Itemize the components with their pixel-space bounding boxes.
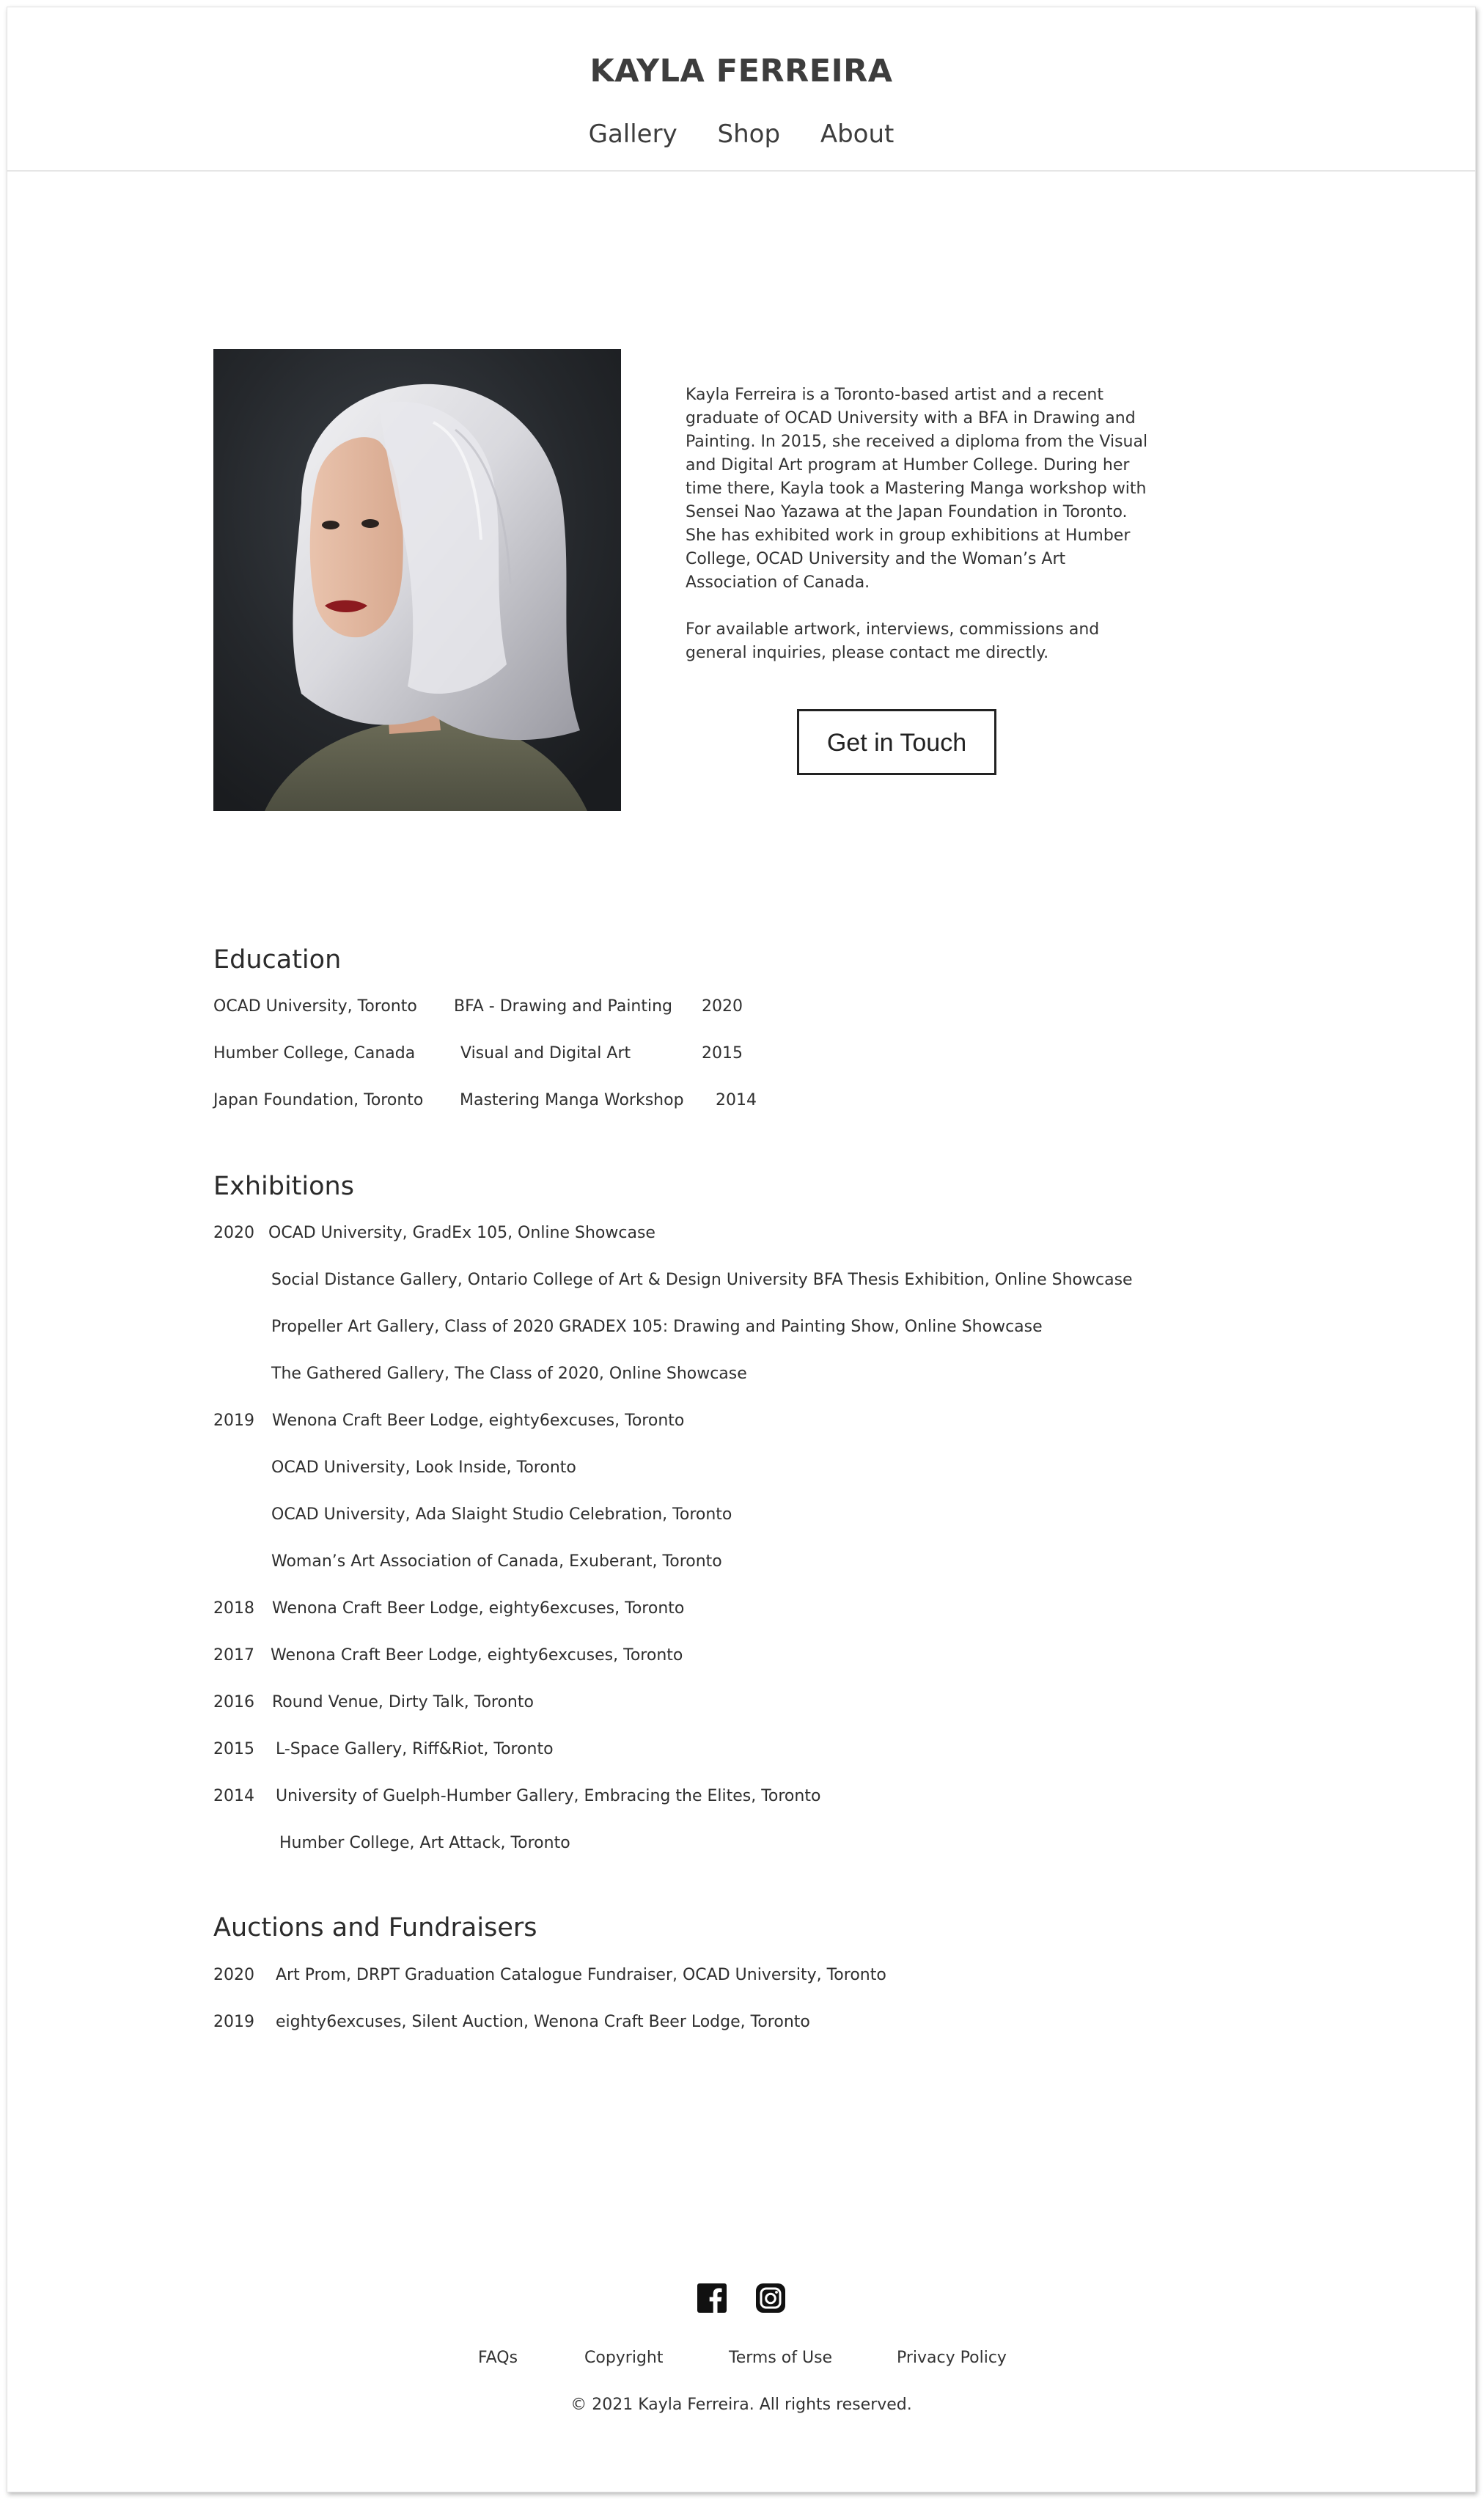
education-school: OCAD University, Toronto — [213, 997, 417, 1016]
get-in-touch-button[interactable]: Get in Touch — [797, 709, 996, 775]
auction-item: Art Prom, DRPT Graduation Catalogue Fundraiser, OCAD University, Toronto — [276, 1966, 886, 1984]
main-nav — [7, 122, 1475, 147]
footer-link-privacy[interactable]: Privacy Policy — [897, 2349, 1007, 2367]
exhibition-item: OCAD University, Look Inside, Toronto — [271, 1458, 576, 1477]
education-school: Humber College, Canada — [213, 1044, 416, 1063]
nav-about[interactable]: About — [820, 120, 895, 149]
exhibition-item: Humber College, Art Attack, Toronto — [279, 1834, 570, 1852]
education-year: 2020 — [702, 997, 743, 1016]
exhibition-year: 2014 — [213, 1787, 254, 1805]
nav-shop[interactable]: Shop — [717, 120, 781, 149]
auction-year: 2020 — [213, 1966, 254, 1984]
footer-link-copyright[interactable]: Copyright — [584, 2349, 664, 2367]
bio-paragraph: Kayla Ferreira is a Toronto-based artist and a recent graduate of OCAD University with a BFA in Drawing and Painting. In 2015, she received a diploma from the Visual and Digital Art program at Humber College. During her time there, Kayla took a Mastering Manga workshop with Sensei Nao Yazawa at the Japan Foundation in Toronto. She has exhibited work in group exhibitions at Humber College, OCAD University and the Woman’s Art Association of Canada. — [686, 386, 1148, 592]
site-header — [7, 7, 1475, 172]
footer-link-terms[interactable]: Terms of Use — [729, 2349, 833, 2367]
education-heading: Education — [213, 945, 342, 975]
exhibition-item: Wenona Craft Beer Lodge, eighty6excuses, Toronto — [272, 1412, 685, 1430]
education-program: Mastering Manga Workshop — [460, 1091, 684, 1109]
education-program: Visual and Digital Art — [460, 1044, 631, 1063]
exhibition-item: Social Distance Gallery, Ontario College of Art & Design University BFA Thesis Exhibition, Online Showcase — [271, 1271, 1133, 1289]
exhibition-year: 2020 — [213, 1224, 254, 1242]
nav-gallery[interactable]: Gallery — [588, 120, 677, 149]
exhibition-year: 2017 — [213, 1646, 254, 1665]
bio-paragraph: For available artwork, interviews, commissions and general inquiries, please contact me directly. — [686, 620, 1100, 662]
exhibition-item: OCAD University, GradEx 105, Online Showcase — [268, 1224, 655, 1242]
instagram-icon[interactable] — [756, 2283, 785, 2313]
education-year: 2015 — [702, 1044, 743, 1063]
education-year: 2014 — [716, 1091, 757, 1109]
bio-text — [686, 384, 1155, 689]
exhibition-item: Wenona Craft Beer Lodge, eighty6excuses, Toronto — [271, 1646, 683, 1665]
exhibition-item: Round Venue, Dirty Talk, Toronto — [272, 1693, 534, 1711]
exhibition-item: Wenona Craft Beer Lodge, eighty6excuses, Toronto — [272, 1599, 685, 1618]
auction-item: eighty6excuses, Silent Auction, Wenona Craft Beer Lodge, Toronto — [276, 2013, 810, 2031]
facebook-icon[interactable] — [697, 2283, 727, 2313]
auctions-heading: Auctions and Fundraisers — [213, 1913, 537, 1942]
exhibition-year: 2016 — [213, 1693, 254, 1711]
page-frame — [7, 7, 1476, 2492]
exhibition-item: OCAD University, Ada Slaight Studio Celebration, Toronto — [271, 1505, 732, 1524]
site-title[interactable]: KAYLA FERREIRA — [589, 53, 893, 89]
auction-year: 2019 — [213, 2013, 254, 2031]
exhibition-item: The Gathered Gallery, The Class of 2020, Online Showcase — [271, 1365, 747, 1383]
exhibition-item: Propeller Art Gallery, Class of 2020 GRADEX 105: Drawing and Painting Show, Online Showcase — [271, 1318, 1043, 1336]
exhibition-item: Woman’s Art Association of Canada, Exuberant, Toronto — [271, 1552, 722, 1571]
exhibition-item: University of Guelph-Humber Gallery, Embracing the Elites, Toronto — [276, 1787, 821, 1805]
exhibition-year: 2019 — [213, 1412, 254, 1430]
exhibitions-heading: Exhibitions — [213, 1172, 354, 1201]
education-program: BFA - Drawing and Painting — [454, 997, 673, 1016]
footer-link-faqs[interactable]: FAQs — [478, 2349, 518, 2367]
education-school: Japan Foundation, Toronto — [213, 1091, 424, 1109]
exhibition-year: 2018 — [213, 1599, 254, 1618]
exhibition-year: 2015 — [213, 1740, 254, 1758]
artist-portrait — [213, 349, 621, 811]
copyright-text: © 2021 Kayla Ferreira. All rights reserved. — [570, 2396, 912, 2414]
exhibition-item: L-Space Gallery, Riff&Riot, Toronto — [276, 1740, 554, 1758]
